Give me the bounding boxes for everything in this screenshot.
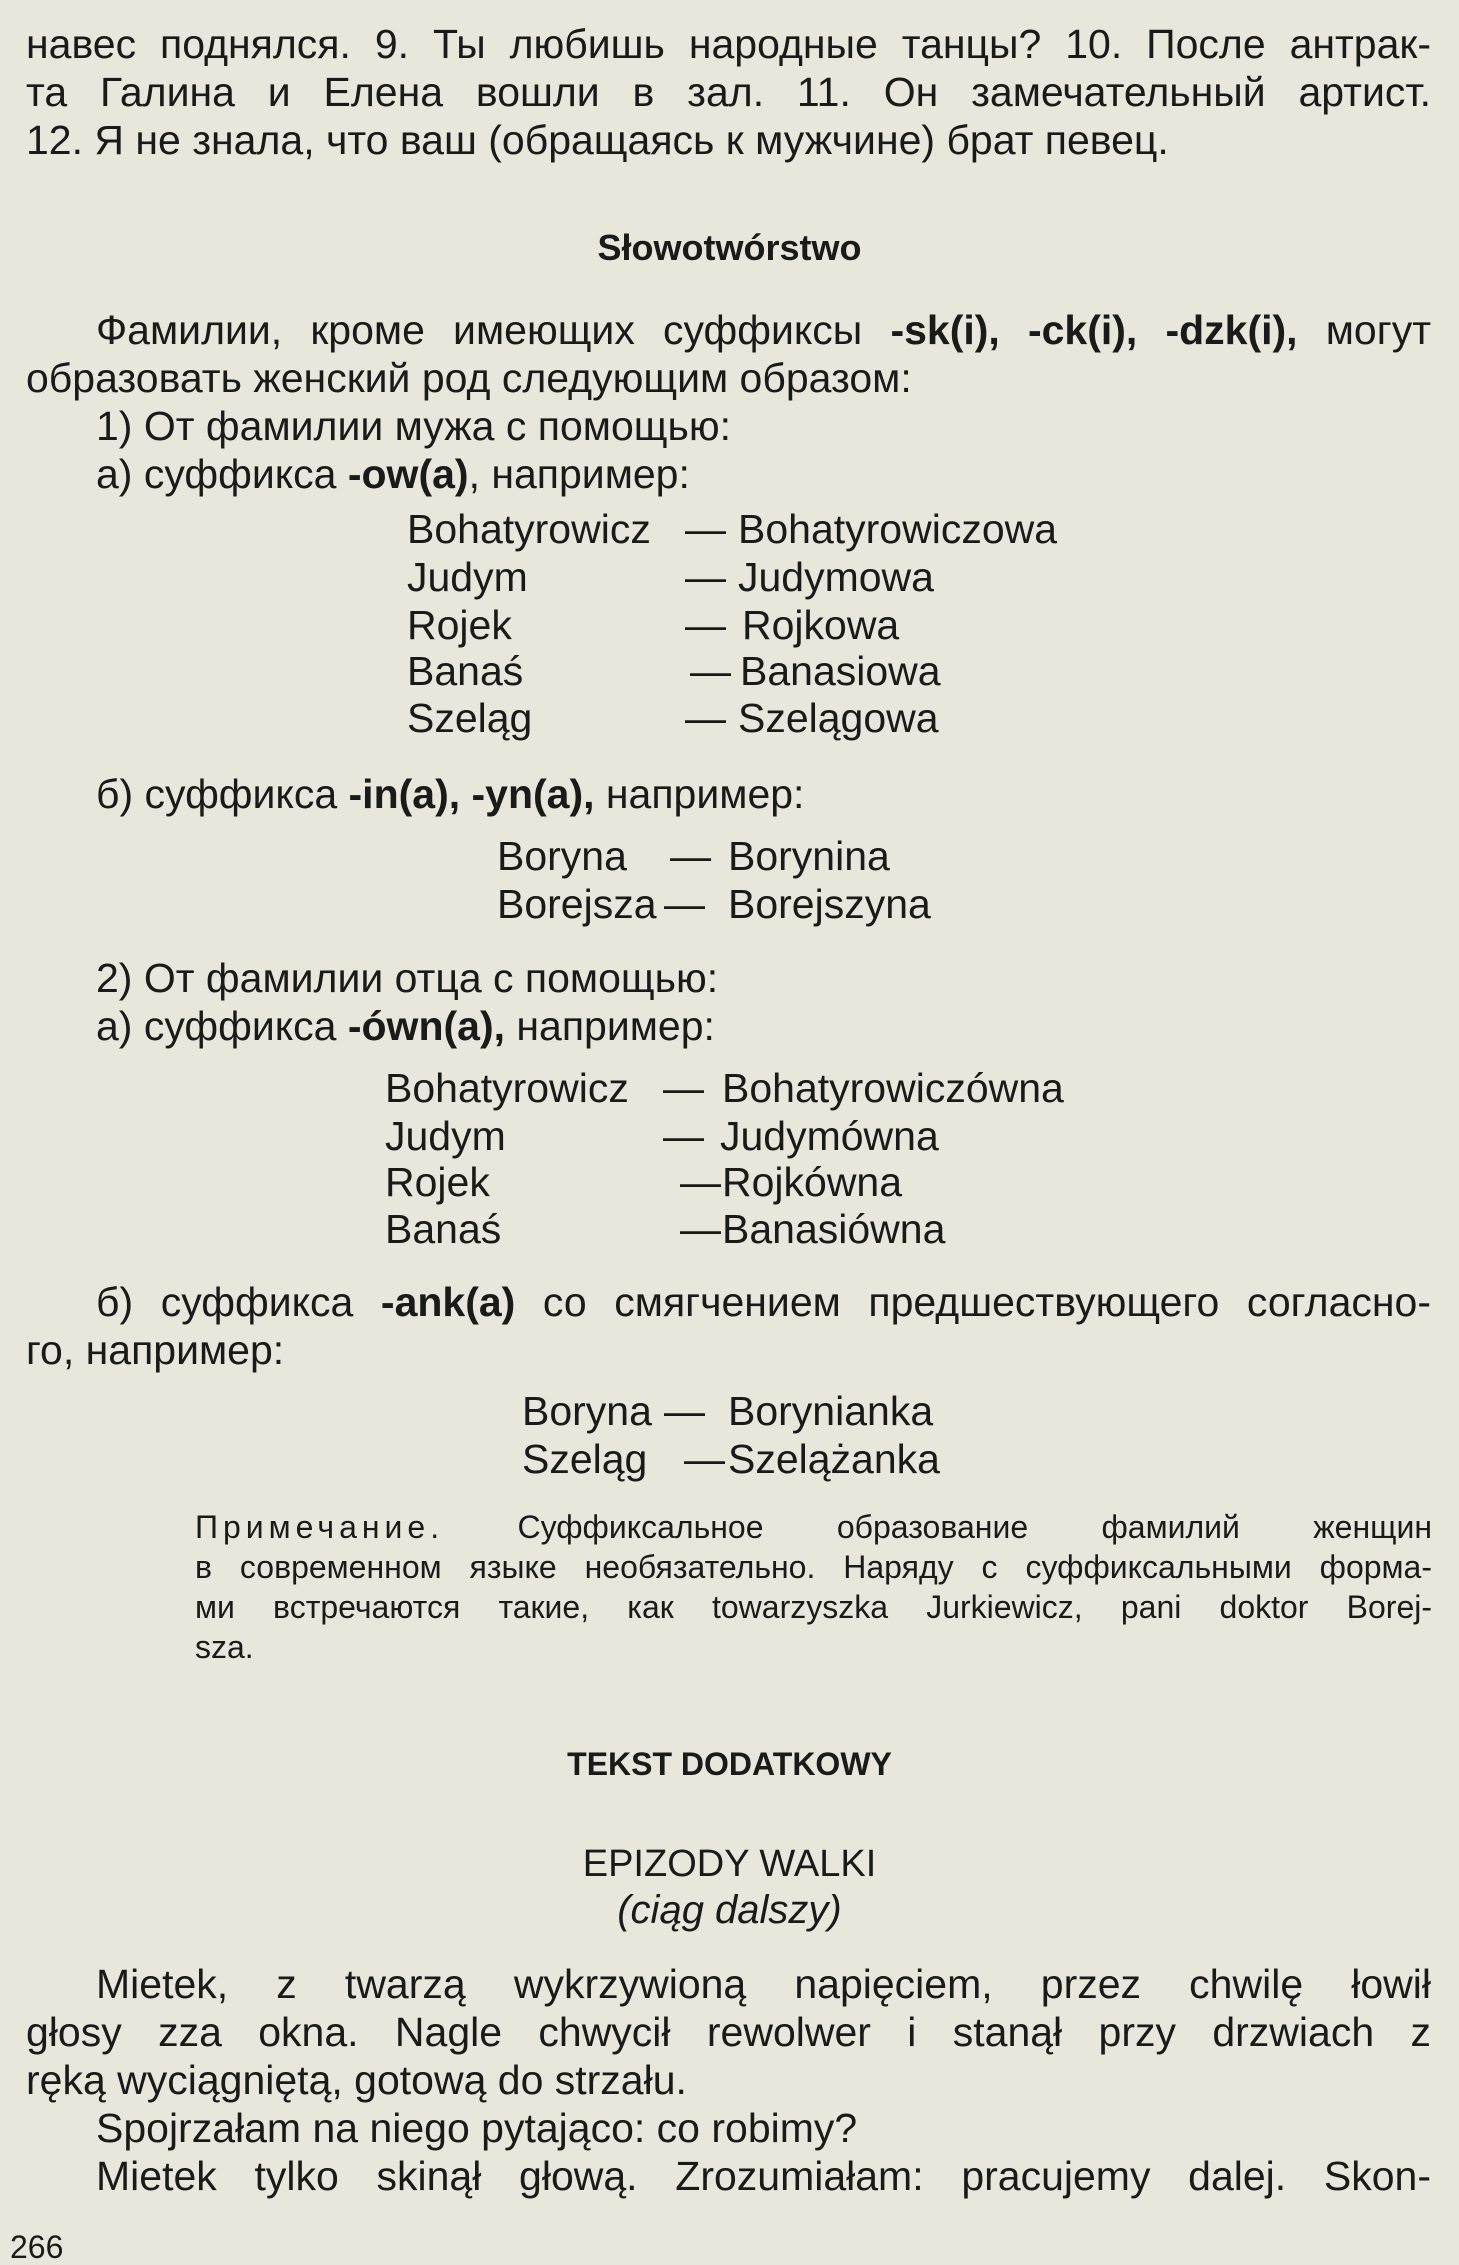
example-derived: Judymówna [720,1113,939,1159]
section-title: Słowotwórstwo [597,227,862,268]
example-base: Boryna [522,1388,652,1434]
example-derived: Bohatyrowiczowa [738,506,1058,552]
example-dash: — [685,602,726,648]
story-line: głosy zza okna. Nagle chwycił rewolwer i stanął przy drzwiach z [26,2009,1431,2055]
example-base: Szeląg [407,695,533,741]
text-line: го, например: [26,1327,285,1373]
rule-subheading: а) суффикса -ówn(a), например: [96,1003,715,1049]
rule-heading: 1) От фамилии мужа с помощью: [96,403,731,449]
example-dash: — [685,554,726,600]
suffix-highlight: -ow(a) [347,451,469,497]
example-base: Judym [385,1113,506,1159]
story-line: Mietek tylko skinął głową. Zrozumiałam: pracujemy dalej. Skon- [96,2153,1431,2199]
note-label: Примечание. [195,1509,445,1545]
story-title: EPIZODY WALKI [582,1843,877,1885]
example-derived: Judymowa [738,554,934,600]
example-dash: — [663,1113,704,1159]
example-base: Szeląg [522,1436,648,1482]
text-line: навес поднялся. 9. Ты любишь народные танцы? 10. После антрак- [26,21,1431,67]
rule-subheading: б) суффикса -ank(a) со смягчением предшествующего согласно- [96,1279,1431,1325]
example-base: Banaś [385,1206,502,1252]
example-derived: Borejszyna [728,881,931,927]
example-dash: — [663,1065,704,1111]
note-line: ми встречаются такие, как towarzyszka Jurkiewicz, pani doktor Borej- [195,1589,1432,1625]
example-dash: — [690,648,731,694]
note-line: Примечание. Суффиксальное образование фамилий женщин [195,1509,1432,1545]
example-dash: — [664,881,705,927]
example-base: Rojek [407,602,512,648]
example-derived: Bohatyrowiczówna [722,1065,1064,1111]
suffix-highlight: -sk(i), -ck(i), -dzk(i), [890,307,1298,353]
page-number: 266 [10,2229,64,2265]
example-base: Banaś [407,648,524,694]
suffix-highlight: -in(a), -yn(a), [348,771,595,817]
note-line: в современном языке необязательно. Наряду с суффиксальными форма- [195,1549,1432,1585]
example-dash: — [685,695,726,741]
story-line: Spojrzałam na niego pytająco: co robimy? [96,2105,858,2151]
intro-line: образовать женский род следующим образом: [26,355,912,401]
intro-text: могут [1297,307,1431,353]
note-line: sza. [195,1629,254,1665]
intro-line [26,306,1431,354]
example-derived: Borynianka [728,1388,934,1434]
example-derived: Borynina [728,833,890,879]
example-base: Bohatyrowicz [385,1065,629,1111]
example-dash: — [680,1159,721,1205]
example-base: Boryna [497,833,627,879]
suffix-highlight: -ank(a) [380,1279,516,1325]
example-dash: — [685,506,726,552]
example-derived: Szelążanka [728,1436,940,1482]
story-line: ręką wyciągniętą, gotową do strzału. [26,2057,687,2103]
example-derived: Rojkowa [742,602,900,648]
text-line: та Галина и Елена вошли в зал. 11. Он замечательный артист. [26,69,1431,115]
text-line: 12. Я не знала, что ваш (обращаясь к мужчине) брат певец. [26,117,1169,163]
example-derived: Rojkówna [722,1159,903,1205]
example-dash: — [684,1436,725,1482]
example-derived: Banasiówna [722,1206,946,1252]
story-line: Mietek, z twarzą wykrzywioną napięciem, przez chwilę łowił [96,1961,1431,2007]
suffix-highlight: -ówn(a), [347,1003,505,1049]
example-derived: Szelągowa [738,695,939,741]
example-dash: — [664,1388,705,1434]
example-derived: Banasiowa [740,648,941,694]
example-base: Rojek [385,1159,490,1205]
rule-subheading: а) суффикса -ow(a), например: [96,451,690,497]
rule-heading: 2) От фамилии отца с помощью: [96,955,719,1001]
example-base: Borejsza [497,881,657,927]
example-dash: — [670,833,711,879]
rule-subheading: б) суффикса -in(a), -yn(a), например: [96,771,805,817]
extra-section-title: TEKST DODATKOWY [567,1746,892,1782]
example-base: Judym [407,554,528,600]
example-base: Bohatyrowicz [407,506,651,552]
intro-text: Фамилии, кроме имеющих суффиксы [96,307,891,353]
story-subtitle: (ciąg dalszy) [617,1888,842,1932]
example-dash: — [680,1206,721,1252]
